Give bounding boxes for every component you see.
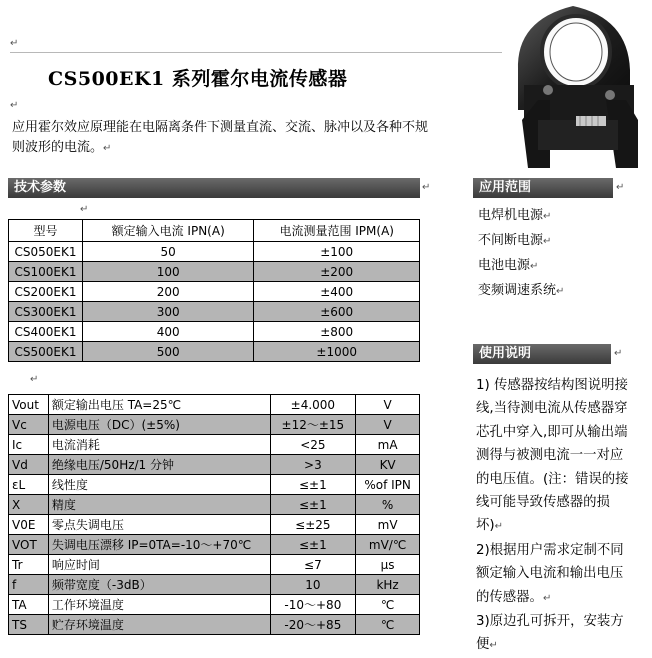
table-row: X 精度 ≤±1 %	[9, 495, 420, 515]
usage-text	[476, 374, 636, 658]
table-row: CS100EK1 100 ±200	[9, 262, 420, 282]
table-row: Vc 电源电压（DC）(±5%) ±12～±15 V	[9, 415, 420, 435]
table-row: TA 工作环境温度 -10～+80 ℃	[9, 595, 420, 615]
paragraph-mark: ↵	[616, 182, 625, 193]
paragraph-mark: ↵	[30, 374, 39, 385]
usage-item-2: 2)根据用户需求定制不同额定输入电流和输出电压的传感器。↵	[476, 542, 624, 605]
intro-text: 应用霍尔效应原理能在电隔离条件下测量直流、交流、脉冲以及各种不规则波形的电流。	[12, 120, 429, 155]
table-row: Vd 绝缘电压/50Hz/1 分钟 >3 KV	[9, 455, 420, 475]
paragraph-mark: ↵	[422, 182, 431, 193]
list-item: 电焊机电源↵	[478, 208, 552, 223]
usage-item-3: 3)原边孔可拆开，安装方便↵	[476, 614, 624, 653]
col-header-measure-range: 电流测量范围 IPM(A)	[254, 220, 420, 242]
table-row: f 频带宽度（-3dB） 10 kHz	[9, 575, 420, 595]
header-rule	[10, 52, 502, 53]
sensor-product-image	[498, 0, 648, 176]
table-row: εL 线性度 ≤±1 %of IPN	[9, 475, 420, 495]
paragraph-mark: ↵	[80, 204, 89, 215]
paragraph-mark: ↵	[10, 100, 19, 111]
table-row: Vout 额定输出电压 TA=25℃ ±4.000 V	[9, 395, 420, 415]
page-title: CS500EK1 系列霍尔电流传感器	[48, 68, 348, 90]
screw-icon	[543, 85, 553, 95]
paragraph-mark: ↵	[103, 143, 112, 154]
table-row: CS200EK1 200 ±400	[9, 282, 420, 302]
table-header-row	[9, 220, 420, 242]
usage-item-1: 1) 传感器按结构图说明接线,当待测电流从传感器穿芯孔中穿入,即可从输出端测得与被测电流一一对应的电压值。(注：错误的接线可能导致传感器的损坏)↵	[476, 378, 629, 534]
paragraph-mark: ↵	[10, 38, 19, 49]
param-table	[8, 394, 420, 635]
applications-header: 应用范围	[473, 178, 613, 198]
table-row: TS 贮存环境温度 -20～+85 ℃	[9, 615, 420, 635]
intro-paragraph	[12, 118, 432, 159]
table-row: VOT 失调电压漂移 IP=0TA=-10～+70℃ ≤±1 mV/℃	[9, 535, 420, 555]
table-row: CS300EK1 300 ±600	[9, 302, 420, 322]
col-header-model: 型号	[9, 220, 83, 242]
usage-header: 使用说明	[473, 344, 611, 364]
screw-icon	[605, 90, 615, 100]
list-item: 电池电源↵	[478, 258, 539, 273]
list-item: 变频调速系统↵	[478, 283, 565, 298]
table-row: CS500EK1 500 ±1000	[9, 342, 420, 362]
table-row: Ic 电流消耗 <25 mA	[9, 435, 420, 455]
tech-params-header: 技术参数	[8, 178, 420, 198]
model-table	[8, 219, 420, 362]
col-header-rated-current: 额定输入电流 IPN(A)	[82, 220, 253, 242]
paragraph-mark: ↵	[614, 348, 623, 359]
table-row: CS400EK1 400 ±800	[9, 322, 420, 342]
table-row: V0E 零点失调电压 ≤±25 mV	[9, 515, 420, 535]
table-row: Tr 响应时间 ≤7 μs	[9, 555, 420, 575]
applications-list	[478, 204, 638, 304]
table-row: CS050EK1 50 ±100	[9, 242, 420, 262]
list-item: 不间断电源↵	[478, 233, 552, 248]
